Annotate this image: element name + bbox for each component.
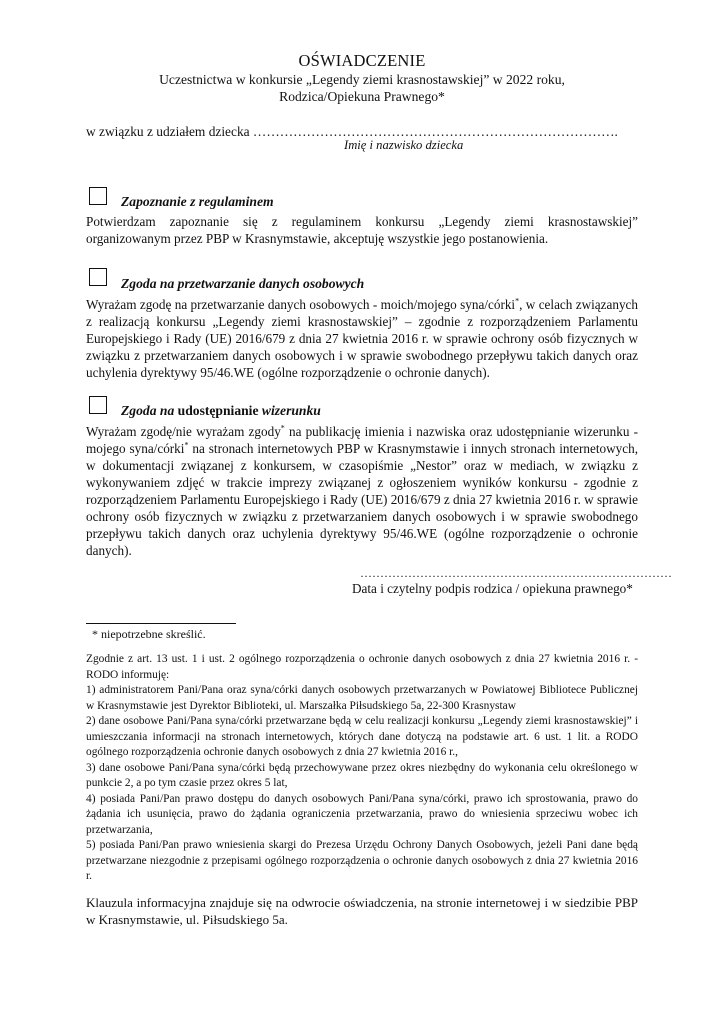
image-consent-text-part3: na stronach internetowych PBP w Krasnymstawie i innych stronach internetowych, w dokumentacji związanej z konkursem, w czasopiśmie „Nestor” oraz w mediach, w związku z wykonywaniem zdjęć w trakcie imprezy związanej z ogłoszeniem wyników konkursu - zgodnie z rozporządzeniem Parlamentu Europejskiego i Rady (UE) 2016/679 z dnia 27 kwietnia 2016 r. w sprawie ochrony osób fizycznych w związku z przetwarzaniem danych osobowych i w sprawie swobodnego przepływu takich danych oraz uchylenia dyrektywy 95/46.WE (ogólne rozporządzenie o ochronie danych). — [86, 441, 638, 558]
data-processing-checkbox[interactable] — [89, 268, 107, 286]
rodo-item: 3) dane osobowe Pani/Pana syna/córki będą przechowywane przez okres niezbędny do wykonania celu określonego w punkcie 2, a po tym czasie przez okres 5 lat, — [86, 761, 638, 789]
rodo-item: 4) posiada Pani/Pan prawo dostępu do danych osobowych Pani/Pana syna/córki, prawo ich sprostowania, prawo do żądania ich usunięcia, prawo do żądania ograniczenia przetwarzania, prawo do wniesienia sprzeciwu wobec ich przetwarzania, — [86, 792, 638, 836]
image-consent-text-part1: Wyrażam zgodę/nie wyrażam zgody — [86, 424, 281, 439]
data-processing-section-title: Zgoda na przetwarzanie danych osobowych — [121, 276, 365, 291]
image-consent-title-part2: udostępnianie — [177, 403, 259, 418]
signature-line[interactable]: …………………………………………………………………… — [360, 566, 672, 580]
document-subtitle-line2: Rodzica/Opiekuna Prawnego* — [279, 89, 445, 104]
rodo-information — [86, 652, 638, 885]
document-subtitle-line1: Uczestnictwa w konkursie „Legendy ziemi krasnostawskiej” w 2022 roku, — [159, 72, 565, 87]
child-name-field[interactable]: w związku z udziałem dziecka ………………………………………………………………………. — [86, 124, 618, 139]
image-consent-section-title — [121, 403, 321, 419]
image-consent-text — [86, 423, 638, 559]
signature-label: Data i czytelny podpis rodzica / opiekuna prawnego* — [352, 581, 633, 596]
information-clause: Klauzula informacyjna znajduje się na odwrocie oświadczenia, na stronie internetowej i w siedzibie PBP w Krasnymstawie, ul. Piłsudskiego 5a. — [86, 895, 638, 927]
footnote-divider — [86, 623, 236, 624]
rodo-intro: Zgodnie z art. 13 ust. 1 i ust. 2 ogólnego rozporządzenia o ochronie danych osobowych z dnia 27 kwietnia 2016 r. - RODO informuję: — [86, 653, 638, 681]
footnote-mark: * — [280, 423, 285, 433]
regulations-checkbox[interactable] — [89, 187, 107, 205]
data-processing-text-part1: Wyrażam zgodę na przetwarzanie danych osobowych - moich/mojego syna/córki — [86, 297, 516, 312]
rodo-item: 2) dane osobowe Pani/Pana syna/córki przetwarzane będą w celu realizacji konkursu „Legendy ziemi krasnostawskiej” i umieszczania informacji na stronach internetowych, których dane dotyczą na podstawie art. 6 ust. 1 lit. a RODO ogólnego rozporządzenia ochronie danych osobowych z dnia 27 kwietnia 2016 r., — [86, 715, 638, 758]
image-consent-title-part3: wizerunku — [261, 403, 321, 418]
image-consent-checkbox[interactable] — [89, 396, 107, 414]
rodo-item: 5) posiada Pani/Pan prawo wniesienia skargi do Prezesa Urzędu Ochrony Danych Osobowych, jeżeli Pani dane będą przetwarzane niezgodnie z przepisami ogólnego rozporządzenia o ochronie danych osobowych z dnia 27 kwietnia 2016 r. — [86, 839, 638, 882]
rodo-item: 1) administratorem Pani/Pana oraz syna/córki danych osobowych przetwarzanych w Powiatowej Bibliotece Publicznej w Krasnymstawie jest Dyrektor Biblioteki, ul. Marszałka Piłsudskiego 5a, 22-300 Krasnystaw — [86, 684, 638, 712]
image-consent-title-part1: Zgoda na — [121, 403, 175, 418]
image-consent-text-part2: na publikację imienia i nazwiska oraz udostępnianie wizerunku - mojego syna/córki — [86, 424, 638, 456]
footnote-mark: * — [515, 296, 520, 306]
footnote-mark: * — [184, 440, 189, 450]
data-processing-text-part2: , w celach związanych z realizacją konkursu „Legendy ziemi krasnostawskiej” – zgodnie z rozporządzeniem Parlamentu Europejskiego i Rady (UE) 2016/679 z dnia 27 kwietnia 2016 r. w sprawie ochrony osób fizycznych w związku z przetwarzaniem danych osobowych i w sprawie swobodnego przepływu takich danych oraz uchylenia dyrektywy 95/46.WE (ogólne rozporządzenie o ochronie danych). — [86, 297, 638, 380]
regulations-text: Potwierdzam zapoznanie się z regulaminem konkursu „Legendy ziemi krasnostawskiej” organizowanym przez PBP w Krasnymstawie, akceptuję wszystkie jego postanowienia. — [86, 214, 638, 246]
document-title: OŚWIADCZENIE — [298, 51, 426, 70]
footnote-text: * niepotrzebne skreślić. — [92, 627, 206, 641]
regulations-section-title: Zapoznanie z regulaminem — [121, 194, 274, 209]
data-processing-text — [86, 296, 638, 381]
child-name-caption: Imię i nazwisko dziecka — [344, 138, 464, 152]
